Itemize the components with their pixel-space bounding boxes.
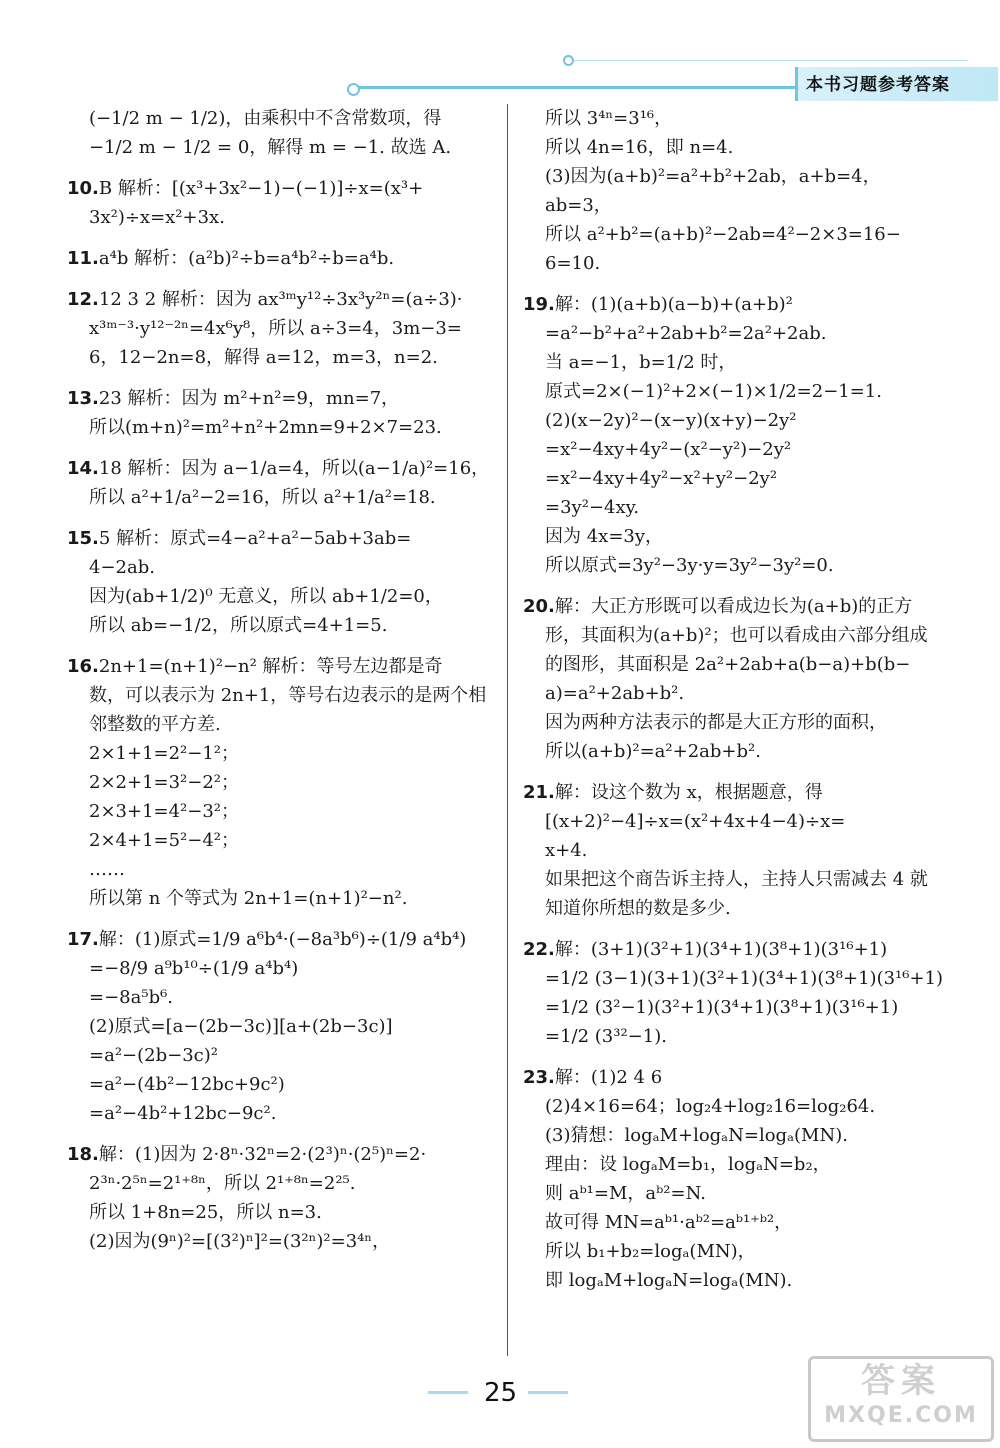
answer-text: 所以(a+b)²=a²+2ab+b². (545, 741, 761, 762)
page-header-title: 本书习题参考答案 (806, 75, 950, 95)
answer-line (67, 739, 497, 768)
answer-text: =a²−(4b²−12bc+9c²) (89, 1074, 285, 1095)
answer-text: =1/2 (3²−1)(3²+1)(3⁴+1)(3⁸+1)(3¹⁶+1) (545, 997, 899, 1018)
answer-line (67, 133, 497, 162)
watermark-answer-icon: 答案 (861, 1361, 941, 1401)
header-dot-icon (563, 55, 574, 66)
answer-line (67, 1169, 497, 1198)
answer-text: 知道你所想的数是多少. (545, 898, 731, 919)
question-answer-line (67, 384, 497, 413)
header-dot-icon (347, 83, 360, 96)
answer-line (67, 1041, 497, 1070)
answer-text: 解：(1)原式=1/9 a⁶b⁴·(−8a³b⁶)÷(1/9 a⁴b⁴) (98, 929, 467, 950)
answer-line (523, 377, 953, 406)
answer-line (523, 650, 953, 679)
answer-line (523, 964, 953, 993)
answer-line (67, 104, 497, 133)
answer-line (67, 797, 497, 826)
answer-text: 形，其面积为(a+b)²；也可以看成由六部分组成 (545, 625, 928, 646)
header-rule (352, 86, 798, 89)
answer-line (67, 954, 497, 983)
question-gap (67, 232, 497, 244)
answer-text: 解：(1)2 4 6 (554, 1067, 663, 1088)
answer-line (523, 807, 953, 836)
question-gap (523, 1051, 953, 1063)
answer-line (523, 220, 953, 249)
answer-text: 2×3+1=4²−3²； (89, 801, 240, 822)
page-number: 25 (484, 1378, 518, 1408)
answer-text: 2×2+1=3²−2²； (89, 772, 240, 793)
question-answer-line (523, 290, 953, 319)
question-answer-line (67, 652, 497, 681)
answer-line (67, 1227, 497, 1256)
answer-line (67, 983, 497, 1012)
answer-text: B 解析：[(x³+3x²−1)−(−1)]÷x=(x³+ (98, 178, 424, 199)
question-answer-line (67, 285, 497, 314)
answer-line (523, 133, 953, 162)
question-answer-line (523, 935, 953, 964)
footer-decoration (428, 1391, 468, 1394)
answer-text: 4−2ab. (89, 557, 155, 578)
answer-text: (−1/2 m − 1/2)，由乘积中不含常数项，得 (89, 108, 442, 129)
answer-text: 因为(ab+1/2)⁰ 无意义，所以 ab+1/2=0， (89, 586, 443, 607)
answer-line (523, 464, 953, 493)
answer-line (67, 611, 497, 640)
answer-text: =a²−4b²+12bc−9c². (89, 1103, 277, 1124)
answer-text: 则 aᵇ¹=M，aᵇ²=N. (545, 1183, 706, 1204)
answer-line (67, 1070, 497, 1099)
answer-text: 23 解析：因为 m²+n²=9，mn=7， (98, 388, 400, 409)
answer-text: 所以 b₁+b₂=logₐ(MN)， (545, 1241, 756, 1262)
answer-text: ab=3， (545, 195, 612, 216)
answer-text: 如果把这个商告诉主持人，主持人只需减去 4 就 (545, 869, 928, 890)
answer-line (523, 865, 953, 894)
question-number: 15. (67, 528, 99, 549)
answer-text: 2³ⁿ·2⁵ⁿ=2¹⁺⁸ⁿ，所以 2¹⁺⁸ⁿ=2²⁵. (89, 1173, 356, 1194)
answer-line (523, 1237, 953, 1266)
answer-text: 解：(1)(a+b)(a−b)+(a+b)² (554, 294, 793, 315)
answer-line (67, 855, 497, 884)
answer-text: 原式=2×(−1)²+2×(−1)×1/2=2−1=1. (545, 381, 882, 402)
answer-text: 解：设这个数为 x，根据题意，得 (554, 782, 823, 803)
answer-text: 所以 1+8n=25，所以 n=3. (89, 1202, 322, 1223)
answer-line (523, 1208, 953, 1237)
question-number: 16. (67, 656, 99, 677)
answer-text: x+4. (545, 840, 588, 861)
answer-text: 3x²)÷x=x²+3x. (89, 207, 225, 228)
question-gap (67, 162, 497, 174)
answer-line (523, 679, 953, 708)
answer-text: 解：(1)因为 2·8ⁿ·32ⁿ=2·(2³)ⁿ·(2⁵)ⁿ=2· (98, 1144, 427, 1165)
question-answer-line (67, 174, 497, 203)
question-gap (67, 1128, 497, 1140)
question-gap (523, 278, 953, 290)
answer-text: =x²−4xy+4y²−x²+y²−2y² (545, 468, 778, 489)
answer-line (523, 406, 953, 435)
answer-line (523, 1022, 953, 1051)
answer-text: 数，可以表示为 2n+1，等号右边表示的是两个相 (89, 685, 487, 706)
answer-text: 即 logₐM+logₐN=logₐ(MN). (545, 1270, 793, 1291)
answer-line (523, 522, 953, 551)
question-number: 10. (67, 178, 99, 199)
answer-text: …… (89, 859, 125, 880)
answer-line (523, 1179, 953, 1208)
answer-text: 因为两种方法表示的都是大正方形的面积， (545, 712, 887, 733)
question-gap (67, 512, 497, 524)
answer-text: (2)原式=[a−(2b−3c)][a+(2b−3c)] (89, 1016, 393, 1037)
question-gap (67, 273, 497, 285)
answer-text: (2)因为(9ⁿ)²=[(3²)ⁿ]²=(3²ⁿ)²=3⁴ⁿ， (89, 1231, 391, 1252)
answer-text: 所以(m+n)²=m²+n²+2mn=9+2×7=23. (89, 417, 442, 438)
question-answer-line (67, 1140, 497, 1169)
answer-text: −1/2 m − 1/2 = 0，解得 m = −1. 故选 A. (89, 137, 452, 158)
answer-line (523, 1092, 953, 1121)
question-number: 12. (67, 289, 99, 310)
answer-line (523, 348, 953, 377)
header-rule-thin (568, 60, 968, 61)
answer-text: 2n+1=(n+1)²−n² 解析：等号左边都是奇 (98, 656, 443, 677)
footer-decoration (528, 1391, 568, 1394)
question-gap (67, 442, 497, 454)
answer-text: 因为 4x=3y， (545, 526, 664, 547)
answer-line (523, 191, 953, 220)
answer-text: 所以 4n=16，即 n=4. (545, 137, 734, 158)
answer-text: 理由：设 logₐM=b₁，logₐN=b₂， (545, 1154, 831, 1175)
question-number: 11. (67, 248, 99, 269)
answer-line (67, 314, 497, 343)
answer-line (523, 708, 953, 737)
answer-line (67, 413, 497, 442)
question-number: 17. (67, 929, 99, 950)
answer-line (523, 319, 953, 348)
answer-text: 5 解析：原式=4−a²+a²−5ab+3ab= (98, 528, 412, 549)
answer-text: 的图形，其面积是 2a²+2ab+a(b−a)+b(b− (545, 654, 911, 675)
answer-line (67, 203, 497, 232)
question-gap (67, 913, 497, 925)
question-gap (523, 923, 953, 935)
answer-text: 18 解析：因为 a−1/a=4，所以(a−1/a)²=16， (98, 458, 490, 479)
answer-line (523, 1121, 953, 1150)
answer-text: 所以 ab=−1/2，所以原式=4+1=5. (89, 615, 388, 636)
question-gap (523, 766, 953, 778)
answer-line (523, 435, 953, 464)
answer-line (67, 1198, 497, 1227)
answer-text: (2)4×16=64；log₂4+log₂16=log₂64. (545, 1096, 876, 1117)
answer-text: =1/2 (3−1)(3+1)(3²+1)(3⁴+1)(3⁸+1)(3¹⁶+1) (545, 968, 944, 989)
question-answer-line (523, 778, 953, 807)
answer-line (523, 104, 953, 133)
answer-text: a⁴b 解析：(a²b)²÷b=a⁴b²÷b=a⁴b. (98, 248, 395, 269)
answer-line (67, 884, 497, 913)
answer-text: 2×4+1=5²−4²； (89, 830, 240, 851)
answer-text: x³ᵐ⁻³·y¹²⁻²ⁿ=4x⁶y⁸，所以 a÷3=4，3m−3= (89, 318, 462, 339)
answer-text: =a²−(2b−3c)² (89, 1045, 218, 1066)
question-gap (67, 372, 497, 384)
answer-line (523, 249, 953, 278)
answer-text: 所以原式=3y²−3y·y=3y²−3y²=0. (545, 555, 834, 576)
answer-text: 故可得 MN=aᵇ¹·aᵇ²=aᵇ¹⁺ᵇ²， (545, 1212, 793, 1233)
answer-text: =x²−4xy+4y²−(x²−y²)−2y² (545, 439, 792, 460)
question-number: 13. (67, 388, 99, 409)
question-answer-line (67, 244, 497, 273)
answer-line (523, 894, 953, 923)
answer-line (67, 1012, 497, 1041)
left-column (67, 104, 497, 1256)
answer-text: (3)因为(a+b)²=a²+b²+2ab，a+b=4， (545, 166, 881, 187)
answer-text: =3y²−4xy. (545, 497, 640, 518)
answer-text: 邻整数的平方差. (89, 714, 221, 735)
answer-line (67, 553, 497, 582)
right-column (523, 104, 953, 1295)
watermark-logo (808, 1356, 994, 1442)
question-number: 22. (523, 939, 555, 960)
question-gap (523, 580, 953, 592)
answer-text: 所以第 n 个等式为 2n+1=(n+1)²−n². (89, 888, 408, 909)
answer-text: 6，12−2n=8，解得 a=12，m=3，n=2. (89, 347, 438, 368)
answer-text: =−8a⁵b⁶. (89, 987, 174, 1008)
question-gap (67, 640, 497, 652)
answer-line (523, 1150, 953, 1179)
answer-text: =1/2 (3³²−1). (545, 1026, 667, 1047)
watermark-text: MXQE.COM (824, 1403, 978, 1428)
answer-text: 所以 a²+1/a²−2=16，所以 a²+1/a²=18. (89, 487, 436, 508)
answer-line (67, 768, 497, 797)
answer-line (67, 582, 497, 611)
answer-text: 解：大正方形既可以看成边长为(a+b)的正方 (554, 596, 913, 617)
question-answer-line (523, 1063, 953, 1092)
answer-text: (2)(x−2y)²−(x−y)(x+y)−2y² (545, 410, 797, 431)
answer-line (67, 483, 497, 512)
answer-text: 当 a=−1，b=1/2 时， (545, 352, 737, 373)
question-number: 19. (523, 294, 555, 315)
column-divider (507, 104, 508, 1356)
question-answer-line (523, 592, 953, 621)
answer-line (523, 551, 953, 580)
answer-text: 2×1+1=2²−1²； (89, 743, 240, 764)
answer-line (523, 836, 953, 865)
answer-text: [(x+2)²−4]÷x=(x²+4x+4−4)÷x= (545, 811, 846, 832)
question-number: 21. (523, 782, 555, 803)
answer-text: a)=a²+2ab+b². (545, 683, 685, 704)
answer-line (67, 710, 497, 739)
question-number: 20. (523, 596, 555, 617)
answer-line (523, 162, 953, 191)
answer-text: 所以 3⁴ⁿ=3¹⁶， (545, 108, 673, 129)
answer-line (67, 343, 497, 372)
answer-text: 12 3 2 解析：因为 ax³ᵐy¹²÷3x³y²ⁿ=(a÷3)· (98, 289, 463, 310)
answer-line (523, 737, 953, 766)
answer-text: (3)猜想：logₐM+logₐN=logₐ(MN). (545, 1125, 848, 1146)
answer-line (523, 493, 953, 522)
answer-line (67, 826, 497, 855)
answer-text: 所以 a²+b²=(a+b)²−2ab=4²−2×3=16− (545, 224, 901, 245)
question-number: 23. (523, 1067, 555, 1088)
question-answer-line (67, 925, 497, 954)
question-number: 18. (67, 1144, 99, 1165)
question-answer-line (67, 454, 497, 483)
question-answer-line (67, 524, 497, 553)
answer-line (523, 993, 953, 1022)
answer-text: 解：(3+1)(3²+1)(3⁴+1)(3⁸+1)(3¹⁶+1) (554, 939, 888, 960)
answer-line (523, 1266, 953, 1295)
answer-line (523, 621, 953, 650)
answer-text: =a²−b²+a²+2ab+b²=2a²+2ab. (545, 323, 827, 344)
answer-line (67, 681, 497, 710)
answer-text: =−8/9 a⁹b¹⁰÷(1/9 a⁴b⁴) (89, 958, 299, 979)
question-number: 14. (67, 458, 99, 479)
answer-text: 6=10. (545, 253, 601, 274)
answer-line (67, 1099, 497, 1128)
